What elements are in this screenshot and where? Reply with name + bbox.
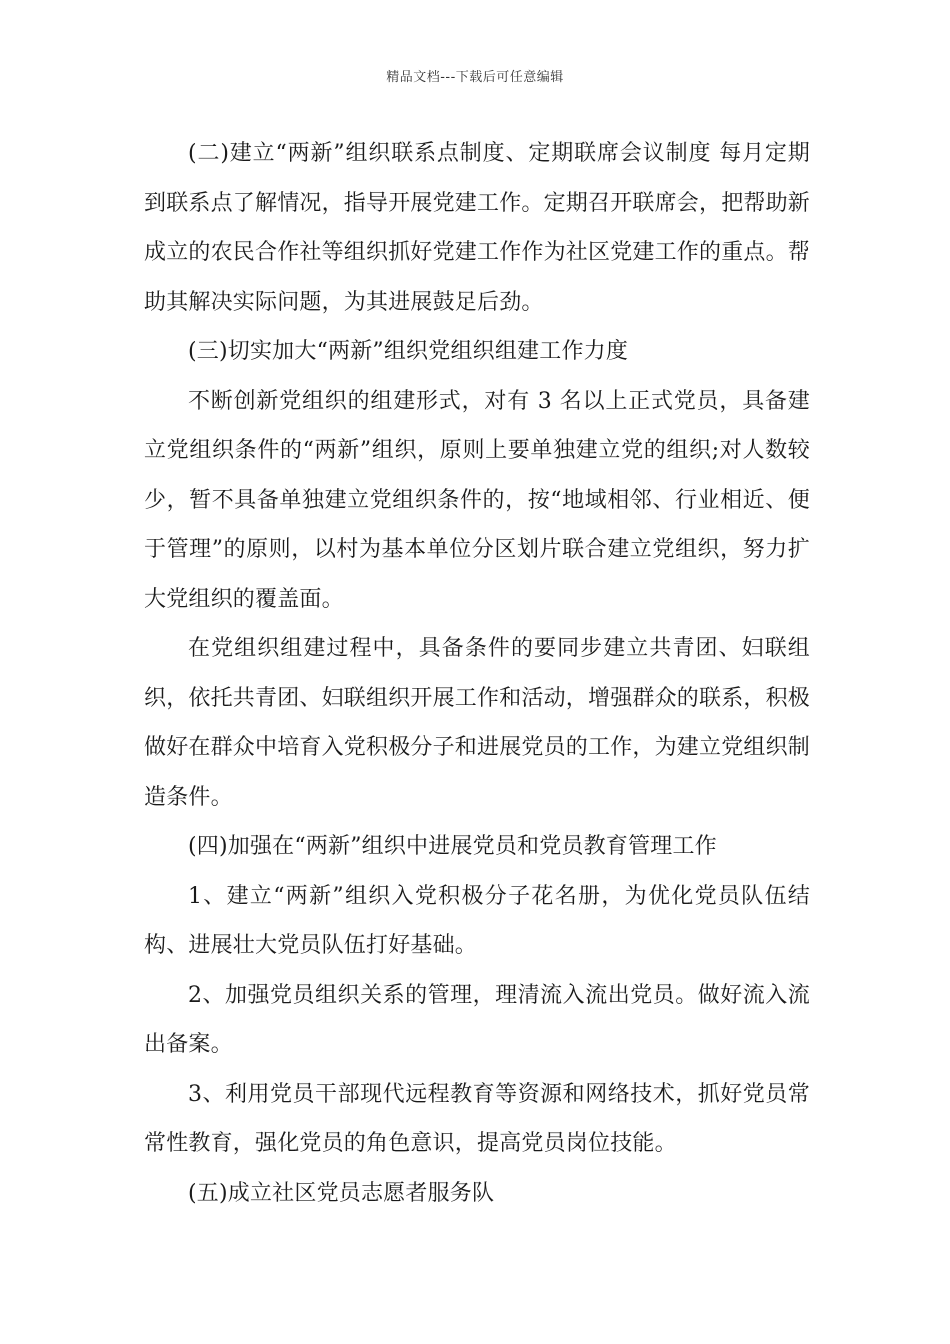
- heading-section-five: (五)成立社区党员志愿者服务队: [188, 1180, 495, 1206]
- list-item-1: 1、建立“两新”组织入党积极分子花名册，为优化党员队伍结构、进展壮大党员队伍打好基础。: [144, 883, 810, 958]
- list-item-3: 3、利用党员干部现代远程教育等资源和网络技术，抓好党员常常性教育，强化党员的角色意识，提高党员岗位技能。: [144, 1081, 810, 1156]
- paragraph-org-formation: 不断创新党组织的组建形式，对有 3 名以上正式党员，具备建立党组织条件的“两新”组织，原则上要单独建立党的组织;对人数较少，暂不具备单独建立党组织条件的，按“地域相邻、行业相近、便于管理”的原则，以村为基本单位分区划片联合建立党组织，努力扩大党组织的覆盖面。: [144, 388, 810, 612]
- heading-section-three: (三)切实加大“两新”组织党组织组建工作力度: [188, 339, 629, 364]
- page-header: 精品文档---下载后可任意编辑: [386, 70, 564, 85]
- paragraph-youth-women-org: 在党组织组建过程中，具备条件的要同步建立共青团、妇联组织，依托共青团、妇联组织开展工作和活动，增强群众的联系，积极做好在群众中培育入党积极分子和进展党员的工作，为建立党组织制造条件。: [144, 636, 811, 810]
- paragraph-liaison-system: (二)建立“两新”组织联系点制度、定期联席会议制度 每月定期到联系点了解情况，指导开展党建工作。定期召开联席会，把帮助新成立的农民合作社等组织抓好党建工作作为社区党建工作的重点。帮助其解决实际问题，为其进展鼓足后劲。: [144, 141, 811, 315]
- list-item-2: 2、加强党员组织关系的管理，理清流入流出党员。做好流入流出备案。: [144, 982, 810, 1057]
- document-body: [144, 129, 810, 1218]
- heading-section-four: (四)加强在“两新”组织中进展党员和党员教育管理工作: [188, 834, 717, 859]
